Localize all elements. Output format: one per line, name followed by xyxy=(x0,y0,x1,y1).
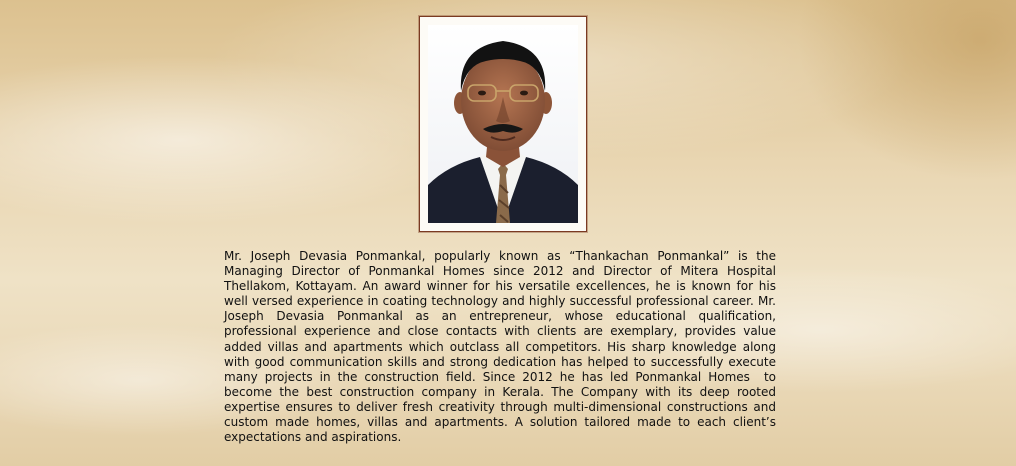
portrait-frame xyxy=(419,16,587,232)
bio-paragraph: Mr. Joseph Devasia Ponmankal, popularly known as “Thankachan Ponmankal” is the Managing Director of Ponmankal Homes since 2012 and Director of Mitera Hospital Thellakom, Kottayam. An award winner for his versatile excellences, he is known for his well versed experience in coating technology and highly successful professional career. Mr. Joseph Devasia Ponmankal as an entrepreneur, whose educational qualification, professional experience and close contacts with clients are exemplary, provides value added villas and apartments which outclass all competitors. His sharp knowledge along with good communication skills and strong dedication has helped to successfully execute many projects in the construction field. Since 2012 he has led Ponmankal Homes to become the best construction company in Kerala. The Company with its deep rooted expertise ensures to deliver fresh creativity through multi-dimensional constructions and custom made homes, villas and apartments. A solution tailored made to each client’s expectations and aspirations. xyxy=(224,249,780,445)
portrait-photo xyxy=(428,25,578,223)
